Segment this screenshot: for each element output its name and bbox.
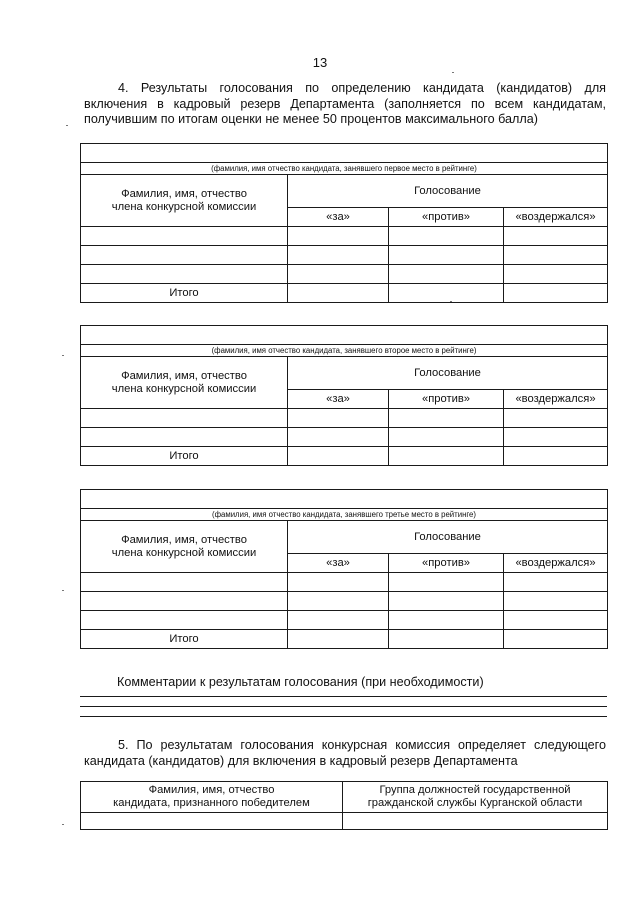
vote-for-cell[interactable] — [288, 246, 389, 265]
vote-for-cell[interactable] — [288, 227, 389, 246]
total-abstained-cell[interactable] — [504, 630, 608, 649]
total-row — [81, 630, 608, 649]
vote-for-cell[interactable] — [288, 265, 389, 284]
scan-speck — [450, 301, 452, 302]
total-row — [81, 447, 608, 466]
total-abstained-cell[interactable] — [504, 284, 608, 303]
member-name-header: Фамилия, имя, отчество члена конкурсной комиссии — [81, 521, 288, 573]
vote-table-body — [81, 490, 608, 649]
vote-for-cell[interactable] — [288, 573, 389, 592]
winner-table — [80, 781, 608, 830]
vote-abstained-cell[interactable] — [504, 573, 608, 592]
member-vote-row — [81, 246, 608, 265]
candidate-caption: (фамилия, имя отчество кандидата, занявшего первое место в рейтинге) — [81, 163, 608, 175]
vote-for-cell[interactable] — [288, 428, 389, 447]
member-vote-row — [81, 573, 608, 592]
scan-speck — [62, 590, 64, 591]
vote-abstained-cell[interactable] — [504, 409, 608, 428]
vote-abstained-cell[interactable] — [504, 428, 608, 447]
section-5-paragraph — [84, 738, 606, 769]
candidate-caption: (фамилия, имя отчество кандидата, занявшего второе место в рейтинге) — [81, 345, 608, 357]
scan-speck — [62, 824, 64, 825]
vote-for-cell[interactable] — [288, 409, 389, 428]
candidate-name-cell[interactable] — [81, 144, 608, 163]
vote-against-cell[interactable] — [389, 409, 504, 428]
candidate-name-cell[interactable] — [81, 326, 608, 345]
vote-table-third-place — [80, 489, 608, 649]
vote-against-cell[interactable] — [389, 265, 504, 284]
comment-line — [80, 706, 607, 707]
vote-abstained-header: «воздержался» — [504, 390, 608, 409]
candidate-caption-row — [81, 163, 608, 175]
candidate-name-row — [81, 490, 608, 509]
vote-for-cell[interactable] — [288, 611, 389, 630]
total-label: Итого — [81, 447, 288, 466]
member-name-cell[interactable] — [81, 227, 288, 246]
total-for-cell[interactable] — [288, 447, 389, 466]
vote-table-body — [81, 326, 608, 466]
position-group-cell[interactable] — [343, 813, 608, 830]
vote-against-cell[interactable] — [389, 573, 504, 592]
section-4-text: 4. Результаты голосования по определению кандидата (кандидатов) для включения в кадровый резерв Департамента (заполняется по всем кандидатам, получившим по итогам оценки не менее 50 процентов максимального балла) — [84, 81, 606, 126]
total-for-cell[interactable] — [288, 630, 389, 649]
member-name-cell[interactable] — [81, 409, 288, 428]
scan-speck — [62, 355, 64, 356]
total-against-cell[interactable] — [389, 284, 504, 303]
candidate-caption-row — [81, 509, 608, 521]
member-vote-row — [81, 227, 608, 246]
vote-against-cell[interactable] — [389, 227, 504, 246]
vote-against-header: «против» — [389, 554, 504, 573]
vote-table-second-place — [80, 325, 608, 466]
vote-against-cell[interactable] — [389, 428, 504, 447]
member-vote-row — [81, 428, 608, 447]
vote-table-first-place — [80, 143, 608, 303]
candidate-caption: (фамилия, имя отчество кандидата, занявшего третье место в рейтинге) — [81, 509, 608, 521]
total-against-cell[interactable] — [389, 447, 504, 466]
vote-for-header: «за» — [288, 554, 389, 573]
comment-line — [80, 716, 607, 717]
member-name-header: Фамилия, имя, отчество члена конкурсной комиссии — [81, 175, 288, 227]
position-group-header: Группа должностей государственной гражданской службы Курганской области — [343, 782, 608, 813]
comment-line — [80, 696, 607, 697]
winner-name-cell[interactable] — [81, 813, 343, 830]
candidate-name-row — [81, 144, 608, 163]
total-label: Итого — [81, 284, 288, 303]
member-vote-row — [81, 592, 608, 611]
vote-against-cell[interactable] — [389, 592, 504, 611]
member-name-cell[interactable] — [81, 265, 288, 284]
member-name-cell[interactable] — [81, 428, 288, 447]
total-abstained-cell[interactable] — [504, 447, 608, 466]
section-4-paragraph — [84, 81, 606, 128]
vote-abstained-header: «воздержался» — [504, 208, 608, 227]
vote-abstained-cell[interactable] — [504, 265, 608, 284]
vote-abstained-header: «воздержался» — [504, 554, 608, 573]
page-number: 13 — [312, 55, 328, 70]
header-row — [81, 521, 608, 554]
voting-header: Голосование — [288, 521, 608, 554]
vote-abstained-cell[interactable] — [504, 246, 608, 265]
candidate-caption-row — [81, 345, 608, 357]
winner-name-header: Фамилия, имя, отчество кандидата, признанного победителем — [81, 782, 343, 813]
vote-abstained-cell[interactable] — [504, 592, 608, 611]
comments-title: Комментарии к результатам голосования (при необходимости) — [117, 675, 484, 689]
member-vote-row — [81, 611, 608, 630]
candidate-name-row — [81, 326, 608, 345]
total-label: Итого — [81, 630, 288, 649]
winner-row — [81, 813, 608, 830]
member-name-cell[interactable] — [81, 592, 288, 611]
vote-table-body — [81, 144, 608, 303]
section-5-text: 5. По результатам голосования конкурсная комиссия определяет следующего кандидата (кандидатов) для включения в кадровый резерв Департамента — [84, 738, 606, 768]
member-name-cell[interactable] — [81, 246, 288, 265]
header-row — [81, 175, 608, 208]
total-against-cell[interactable] — [389, 630, 504, 649]
vote-against-cell[interactable] — [389, 246, 504, 265]
member-name-header: Фамилия, имя, отчество члена конкурсной комиссии — [81, 357, 288, 409]
total-for-cell[interactable] — [288, 284, 389, 303]
scan-speck — [66, 125, 68, 126]
vote-against-header: «против» — [389, 208, 504, 227]
total-row — [81, 284, 608, 303]
member-vote-row — [81, 265, 608, 284]
winner-table-header-row — [81, 782, 608, 813]
vote-for-cell[interactable] — [288, 592, 389, 611]
vote-against-header: «против» — [389, 390, 504, 409]
scan-speck — [452, 72, 454, 73]
header-row — [81, 357, 608, 390]
vote-for-header: «за» — [288, 208, 389, 227]
candidate-name-cell[interactable] — [81, 490, 608, 509]
member-name-cell[interactable] — [81, 573, 288, 592]
voting-header: Голосование — [288, 357, 608, 390]
member-vote-row — [81, 409, 608, 428]
member-name-cell[interactable] — [81, 611, 288, 630]
voting-header: Голосование — [288, 175, 608, 208]
vote-abstained-cell[interactable] — [504, 611, 608, 630]
vote-for-header: «за» — [288, 390, 389, 409]
vote-abstained-cell[interactable] — [504, 227, 608, 246]
vote-against-cell[interactable] — [389, 611, 504, 630]
